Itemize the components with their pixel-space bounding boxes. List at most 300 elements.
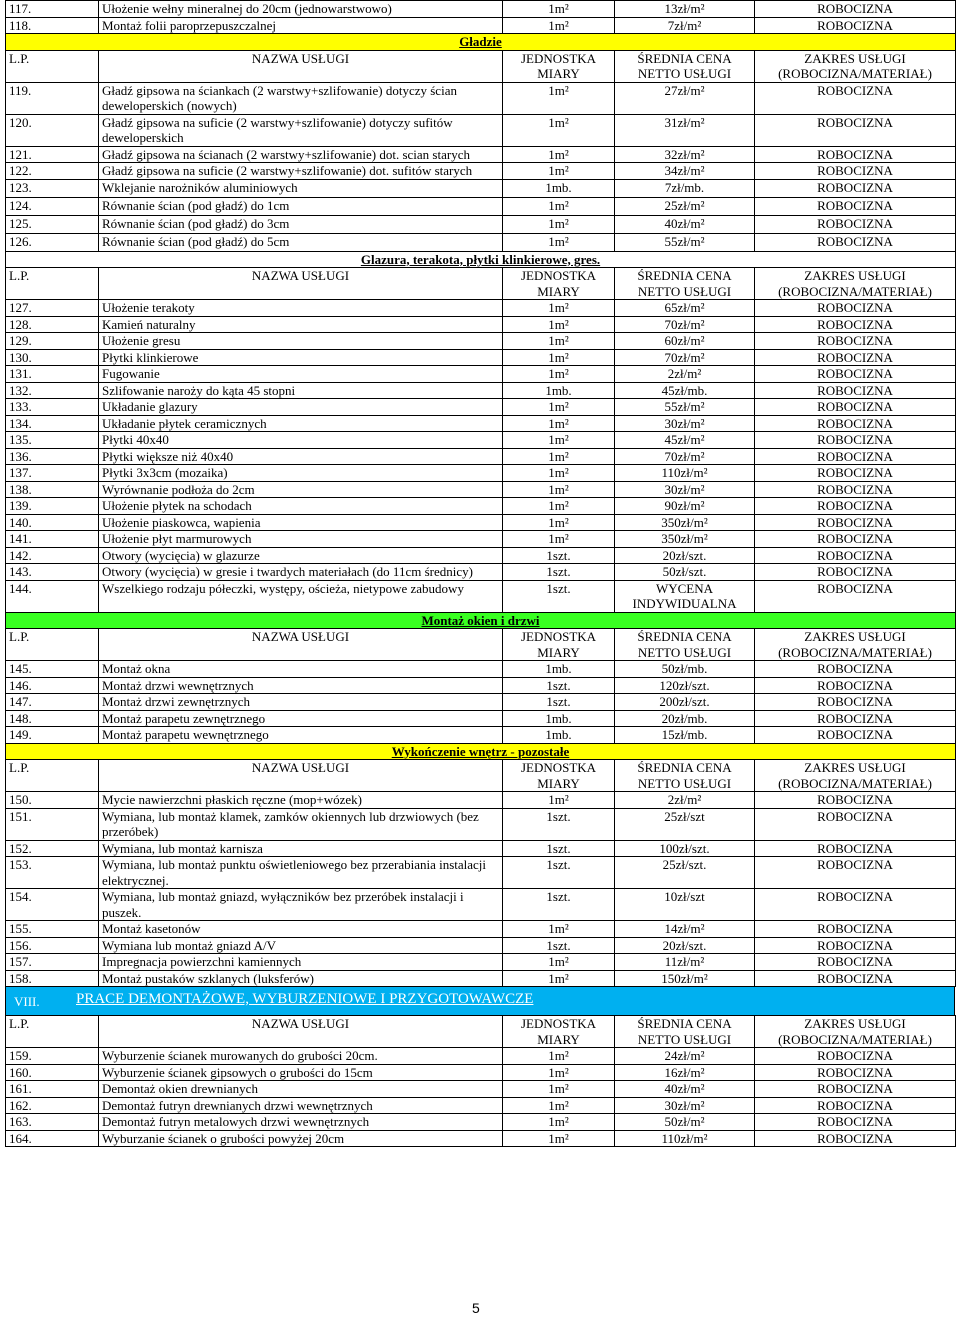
row-name: Otwory (wycięcia) w glazurze — [99, 547, 503, 564]
table-row — [6, 970, 956, 987]
section-title-demontaz[interactable]: PRACE DEMONTAŻOWE, WYBURZENIOWE I PRZYGOTOWAWCZE — [76, 991, 534, 1007]
row-name: Wymiana, lub montaż klamek, zamków okiennych lub drzwiowych (bez przeróbek) — [99, 808, 503, 840]
col-header-price: ŚREDNIA CENA NETTO USŁUGI — [615, 629, 755, 661]
row-price: 16zł/m² — [615, 1064, 755, 1081]
section-title-row — [6, 743, 956, 760]
row-price: 100zł/szt. — [615, 840, 755, 857]
row-unit: 1m² — [503, 197, 615, 215]
row-unit: 1m² — [503, 333, 615, 350]
row-name: Układanie płytek ceramicznych — [99, 415, 503, 432]
row-scope: ROBOCIZNA — [755, 840, 956, 857]
row-unit: 1m² — [503, 1097, 615, 1114]
row-name: Ułożenie piaskowca, wapienia — [99, 514, 503, 531]
column-header-row — [6, 50, 956, 82]
row-price: 7zł/m² — [615, 17, 755, 34]
row-lp: 125. — [6, 215, 99, 233]
row-lp: 146. — [6, 677, 99, 694]
table-row — [6, 114, 956, 146]
row-scope: ROBOCIZNA — [755, 349, 956, 366]
row-unit: 1mb. — [503, 727, 615, 744]
row-price: 31zł/m² — [615, 114, 755, 146]
col-header-name: NAZWA USŁUGI — [99, 629, 503, 661]
table-row — [6, 146, 956, 163]
row-price: 55zł/m² — [615, 233, 755, 251]
row-scope: ROBOCIZNA — [755, 1, 956, 18]
row-price: 350zł/m² — [615, 531, 755, 548]
row-name: Montaż drzwi wewnętrznych — [99, 677, 503, 694]
row-scope: ROBOCIZNA — [755, 1114, 956, 1131]
row-scope: ROBOCIZNA — [755, 792, 956, 809]
row-scope: ROBOCIZNA — [755, 547, 956, 564]
row-unit: 1m² — [503, 465, 615, 482]
table-row — [6, 415, 956, 432]
column-header-row — [6, 268, 956, 300]
row-unit: 1m² — [503, 921, 615, 938]
row-lp: 150. — [6, 792, 99, 809]
row-scope: ROBOCIZNA — [755, 514, 956, 531]
row-lp: 121. — [6, 146, 99, 163]
row-scope: ROBOCIZNA — [755, 857, 956, 889]
row-name: Płytki większe niż 40x40 — [99, 448, 503, 465]
table-row — [6, 432, 956, 449]
row-lp: 133. — [6, 399, 99, 416]
table-row — [6, 564, 956, 581]
table-row — [6, 1081, 956, 1098]
row-scope: ROBOCIZNA — [755, 710, 956, 727]
row-price: 120zł/szt. — [615, 677, 755, 694]
table-row — [6, 215, 956, 233]
col-header-scope: ZAKRES USŁUGI (ROBOCIZNA/MATERIAŁ) — [755, 629, 956, 661]
section-title-row — [6, 251, 956, 268]
row-price: 34zł/m² — [615, 163, 755, 180]
row-lp: 139. — [6, 498, 99, 515]
row-scope: ROBOCIZNA — [755, 366, 956, 383]
table-row — [6, 514, 956, 531]
col-header-unit: JEDNOSTKA MIARY — [503, 1016, 615, 1048]
row-lp: 160. — [6, 1064, 99, 1081]
row-unit: 1m² — [503, 531, 615, 548]
row-scope: ROBOCIZNA — [755, 1081, 956, 1098]
row-unit: 1m² — [503, 1114, 615, 1131]
table-row — [6, 661, 956, 678]
row-name: Montaż folii paroprzepuszczalnej — [99, 17, 503, 34]
table-row — [6, 17, 956, 34]
row-price: 70zł/m² — [615, 448, 755, 465]
table-row — [6, 547, 956, 564]
row-unit: 1m² — [503, 146, 615, 163]
table-row — [6, 921, 956, 938]
row-lp: 119. — [6, 82, 99, 114]
row-lp: 157. — [6, 954, 99, 971]
row-name: Wyrównanie podłoża do 2cm — [99, 481, 503, 498]
row-unit: 1m² — [503, 498, 615, 515]
row-name: Wklejanie narożników aluminiowych — [99, 179, 503, 197]
col-header-lp: L.P. — [6, 268, 99, 300]
table-row — [6, 727, 956, 744]
row-unit: 1m² — [503, 349, 615, 366]
row-unit: 1m² — [503, 300, 615, 317]
table-row — [6, 677, 956, 694]
row-name: Mycie nawierzchni płaskich ręczne (mop+wózek) — [99, 792, 503, 809]
row-price: 25zł/szt. — [615, 857, 755, 889]
row-lp: 120. — [6, 114, 99, 146]
row-price: WYCENA INDYWIDUALNA — [615, 580, 755, 612]
row-lp: 158. — [6, 970, 99, 987]
price-table-body — [6, 1, 956, 987]
row-scope: ROBOCIZNA — [755, 580, 956, 612]
row-lp: 143. — [6, 564, 99, 581]
col-header-unit: JEDNOSTKA MIARY — [503, 760, 615, 792]
table-row — [6, 1048, 956, 1065]
row-name: Demontaż futryn metalowych drzwi wewnętrznych — [99, 1114, 503, 1131]
row-lp: 141. — [6, 531, 99, 548]
row-name: Płytki klinkierowe — [99, 349, 503, 366]
page-number: 5 — [472, 1300, 480, 1316]
row-scope: ROBOCIZNA — [755, 531, 956, 548]
row-price: 20zł/szt. — [615, 547, 755, 564]
row-scope: ROBOCIZNA — [755, 727, 956, 744]
table-row — [6, 710, 956, 727]
row-name: Wszelkiego rodzaju półeczki, występy, ościeża, nietypowe zabudowy — [99, 580, 503, 612]
row-price: 45zł/mb. — [615, 382, 755, 399]
row-scope: ROBOCIZNA — [755, 481, 956, 498]
row-name: Płytki 40x40 — [99, 432, 503, 449]
col-header-lp: L.P. — [6, 760, 99, 792]
row-scope: ROBOCIZNA — [755, 316, 956, 333]
row-unit: 1m² — [503, 970, 615, 987]
row-unit: 1m² — [503, 1048, 615, 1065]
row-scope: ROBOCIZNA — [755, 1097, 956, 1114]
row-name: Gładź gipsowa na suficie (2 warstwy+szlifowanie) dot. sufitów starych — [99, 163, 503, 180]
row-lp: 159. — [6, 1048, 99, 1065]
row-name: Montaż parapetu wewnętrznego — [99, 727, 503, 744]
row-unit: 1szt. — [503, 808, 615, 840]
row-name: Impregnacja powierzchni kamiennych — [99, 954, 503, 971]
row-lp: 118. — [6, 17, 99, 34]
row-unit: 1m² — [503, 514, 615, 531]
row-scope: ROBOCIZNA — [755, 114, 956, 146]
row-unit: 1mb. — [503, 382, 615, 399]
row-price: 70zł/m² — [615, 349, 755, 366]
row-scope: ROBOCIZNA — [755, 694, 956, 711]
row-lp: 154. — [6, 889, 99, 921]
table-row — [6, 333, 956, 350]
row-unit: 1m² — [503, 1, 615, 18]
row-scope: ROBOCIZNA — [755, 661, 956, 678]
row-scope: ROBOCIZNA — [755, 954, 956, 971]
row-scope: ROBOCIZNA — [755, 498, 956, 515]
row-name: Demontaż futryn drewnianych drzwi wewnętrznych — [99, 1097, 503, 1114]
row-scope: ROBOCIZNA — [755, 448, 956, 465]
col-header-price: ŚREDNIA CENA NETTO USŁUGI — [615, 1016, 755, 1048]
section-title-okna: Montaż okien i drzwi — [421, 612, 540, 628]
row-lp: 147. — [6, 694, 99, 711]
row-scope: ROBOCIZNA — [755, 1064, 956, 1081]
row-unit: 1szt. — [503, 564, 615, 581]
row-price: 32zł/m² — [615, 146, 755, 163]
row-name: Gładź gipsowa na ściankach (2 warstwy+szlifowanie) dotyczy ścian deweloperskich (nowych) — [99, 82, 503, 114]
row-price: 350zł/m² — [615, 514, 755, 531]
row-price: 110zł/m² — [615, 1130, 755, 1147]
row-name: Wymiana, lub montaż punktu oświetleniowego bez przerabiania instalacji elektrycznej. — [99, 857, 503, 889]
table-row — [6, 349, 956, 366]
row-name: Montaż okna — [99, 661, 503, 678]
row-price: 15zł/mb. — [615, 727, 755, 744]
row-unit: 1szt. — [503, 937, 615, 954]
row-unit: 1mb. — [503, 710, 615, 727]
row-lp: 136. — [6, 448, 99, 465]
row-scope: ROBOCIZNA — [755, 415, 956, 432]
col-header-unit: JEDNOSTKA MIARY — [503, 268, 615, 300]
col-header-lp: L.P. — [6, 629, 99, 661]
row-lp: 135. — [6, 432, 99, 449]
row-scope: ROBOCIZNA — [755, 382, 956, 399]
row-lp: 144. — [6, 580, 99, 612]
table-row — [6, 937, 956, 954]
row-unit: 1szt. — [503, 547, 615, 564]
section-title-wykonczenie: Wykończenie wnętrz - pozostałe — [391, 743, 570, 759]
section-title-row — [6, 34, 956, 51]
row-price: 30zł/m² — [615, 415, 755, 432]
row-lp: 162. — [6, 1097, 99, 1114]
row-unit: 1m² — [503, 448, 615, 465]
row-name: Montaż drzwi zewnętrznych — [99, 694, 503, 711]
row-unit: 1m² — [503, 163, 615, 180]
row-price: 13zł/m² — [615, 1, 755, 18]
row-scope: ROBOCIZNA — [755, 465, 956, 482]
row-scope: ROBOCIZNA — [755, 808, 956, 840]
price-list-document — [5, 0, 955, 1147]
table-row — [6, 448, 956, 465]
row-price: 55zł/m² — [615, 399, 755, 416]
row-price: 45zł/m² — [615, 432, 755, 449]
row-lp: 149. — [6, 727, 99, 744]
row-scope: ROBOCIZNA — [755, 233, 956, 251]
row-name: Równanie ścian (pod gładź) do 5cm — [99, 233, 503, 251]
row-price: 20zł/mb. — [615, 710, 755, 727]
row-price: 24zł/m² — [615, 1048, 755, 1065]
row-scope: ROBOCIZNA — [755, 215, 956, 233]
row-scope: ROBOCIZNA — [755, 399, 956, 416]
row-unit: 1szt. — [503, 840, 615, 857]
table-row — [6, 1064, 956, 1081]
row-name: Ułożenie terakoty — [99, 300, 503, 317]
section-banner-demontaz — [5, 987, 955, 1015]
row-lp: 142. — [6, 547, 99, 564]
table-row — [6, 954, 956, 971]
section-title-cell — [6, 612, 956, 629]
price-table-demontaz — [5, 1015, 956, 1147]
table-row — [6, 580, 956, 612]
row-name: Ułożenie gresu — [99, 333, 503, 350]
row-name: Montaż parapetu zewnętrznego — [99, 710, 503, 727]
table-row — [6, 163, 956, 180]
row-lp: 129. — [6, 333, 99, 350]
row-name: Gładź gipsowa na suficie (2 warstwy+szlifowanie) dotyczy sufitów deweloperskich — [99, 114, 503, 146]
table-row — [6, 857, 956, 889]
row-scope: ROBOCIZNA — [755, 677, 956, 694]
row-price: 65zł/m² — [615, 300, 755, 317]
row-price: 10zł/szt — [615, 889, 755, 921]
table-row — [6, 233, 956, 251]
row-unit: 1mb. — [503, 661, 615, 678]
col-header-scope: ZAKRES USŁUGI (ROBOCIZNA/MATERIAŁ) — [755, 1016, 956, 1048]
row-unit: 1m² — [503, 82, 615, 114]
row-name: Równanie ścian (pod gładź) do 1cm — [99, 197, 503, 215]
row-price: 50zł/mb. — [615, 661, 755, 678]
row-lp: 151. — [6, 808, 99, 840]
section-title-cell — [6, 743, 956, 760]
row-unit: 1szt. — [503, 694, 615, 711]
column-header-row — [6, 629, 956, 661]
col-header-name: NAZWA USŁUGI — [99, 268, 503, 300]
row-lp: 130. — [6, 349, 99, 366]
table-row — [6, 694, 956, 711]
row-lp: 145. — [6, 661, 99, 678]
col-header-scope: ZAKRES USŁUGI (ROBOCIZNA/MATERIAŁ) — [755, 50, 956, 82]
col-header-unit: JEDNOSTKA MIARY — [503, 50, 615, 82]
row-name: Gładź gipsowa na ścianach (2 warstwy+szlifowanie) dot. scian starych — [99, 146, 503, 163]
table-row — [6, 82, 956, 114]
row-lp: 137. — [6, 465, 99, 482]
table-row — [6, 889, 956, 921]
table-row — [6, 1097, 956, 1114]
row-unit: 1m² — [503, 415, 615, 432]
table-row — [6, 382, 956, 399]
row-name: Wymiana, lub montaż karnisza — [99, 840, 503, 857]
row-lp: 123. — [6, 179, 99, 197]
row-lp: 152. — [6, 840, 99, 857]
row-lp: 117. — [6, 1, 99, 18]
row-scope: ROBOCIZNA — [755, 197, 956, 215]
col-header-scope: ZAKRES USŁUGI (ROBOCIZNA/MATERIAŁ) — [755, 760, 956, 792]
row-price: 2zł/m² — [615, 792, 755, 809]
row-unit: 1szt. — [503, 580, 615, 612]
row-name: Kamień naturalny — [99, 316, 503, 333]
table-row — [6, 498, 956, 515]
col-header-name: NAZWA USŁUGI — [99, 50, 503, 82]
row-scope: ROBOCIZNA — [755, 970, 956, 987]
row-unit: 1m² — [503, 316, 615, 333]
column-header-row — [6, 1016, 956, 1048]
table-row — [6, 179, 956, 197]
column-header-row — [6, 760, 956, 792]
row-unit: 1m² — [503, 399, 615, 416]
row-lp: 148. — [6, 710, 99, 727]
section-title-row — [6, 612, 956, 629]
row-unit: 1m² — [503, 792, 615, 809]
row-name: Ułożenie wełny mineralnej do 20cm (jednowarstwowo) — [99, 1, 503, 18]
row-scope: ROBOCIZNA — [755, 82, 956, 114]
table-row — [6, 197, 956, 215]
row-price: 30zł/m² — [615, 1097, 755, 1114]
row-name: Wyburzenie ścianek murowanych do grubości 20cm. — [99, 1048, 503, 1065]
row-scope: ROBOCIZNA — [755, 17, 956, 34]
row-lp: 122. — [6, 163, 99, 180]
row-name: Ułożenie płytek na schodach — [99, 498, 503, 515]
row-lp: 126. — [6, 233, 99, 251]
row-lp: 156. — [6, 937, 99, 954]
table-row — [6, 399, 956, 416]
row-name: Montaż kasetonów — [99, 921, 503, 938]
row-name: Montaż pustaków szklanych (luksferów) — [99, 970, 503, 987]
section-number: VIII. — [14, 994, 40, 1009]
row-scope: ROBOCIZNA — [755, 432, 956, 449]
row-price: 30zł/m² — [615, 481, 755, 498]
row-scope: ROBOCIZNA — [755, 937, 956, 954]
table-row — [6, 465, 956, 482]
row-lp: 124. — [6, 197, 99, 215]
row-scope: ROBOCIZNA — [755, 564, 956, 581]
row-name: Płytki 3x3cm (mozaika) — [99, 465, 503, 482]
row-name: Otwory (wycięcia) w gresie i twardych materiałach (do 11cm średnicy) — [99, 564, 503, 581]
row-lp: 164. — [6, 1130, 99, 1147]
row-name: Wyburzanie ścianek o grubości powyżej 20cm — [99, 1130, 503, 1147]
row-unit: 1m² — [503, 215, 615, 233]
row-unit: 1m² — [503, 114, 615, 146]
row-name: Układanie glazury — [99, 399, 503, 416]
row-lp: 128. — [6, 316, 99, 333]
row-lp: 127. — [6, 300, 99, 317]
row-name: Fugowanie — [99, 366, 503, 383]
row-price: 70zł/m² — [615, 316, 755, 333]
row-unit: 1m² — [503, 954, 615, 971]
row-unit: 1m² — [503, 17, 615, 34]
table-row — [6, 531, 956, 548]
row-lp: 131. — [6, 366, 99, 383]
row-lp: 132. — [6, 382, 99, 399]
row-name: Równanie ścian (pod gładź) do 3cm — [99, 215, 503, 233]
col-header-lp: L.P. — [6, 1016, 99, 1048]
row-lp: 140. — [6, 514, 99, 531]
row-name: Demontaż okien drewnianych — [99, 1081, 503, 1098]
row-unit: 1szt. — [503, 857, 615, 889]
table-row — [6, 316, 956, 333]
table-row — [6, 792, 956, 809]
row-lp: 155. — [6, 921, 99, 938]
row-name: Ułożenie płyt marmurowych — [99, 531, 503, 548]
row-scope: ROBOCIZNA — [755, 333, 956, 350]
row-unit: 1mb. — [503, 179, 615, 197]
section-title-gladzie: Gładzie — [459, 34, 502, 49]
row-price: 40zł/m² — [615, 1081, 755, 1098]
section-title-cell — [6, 34, 956, 51]
row-price: 200zł/szt. — [615, 694, 755, 711]
row-price: 50zł/szt. — [615, 564, 755, 581]
table-row — [6, 1, 956, 18]
table-row — [6, 1114, 956, 1131]
col-header-name: NAZWA USŁUGI — [99, 760, 503, 792]
row-price: 150zł/m² — [615, 970, 755, 987]
row-unit: 1m² — [503, 233, 615, 251]
row-price: 60zł/m² — [615, 333, 755, 350]
table-row — [6, 840, 956, 857]
col-header-name: NAZWA USŁUGI — [99, 1016, 503, 1048]
row-scope: ROBOCIZNA — [755, 1048, 956, 1065]
row-price: 40zł/m² — [615, 215, 755, 233]
row-unit: 1m² — [503, 366, 615, 383]
col-header-price: ŚREDNIA CENA NETTO USŁUGI — [615, 268, 755, 300]
row-unit: 1m² — [503, 432, 615, 449]
row-price: 14zł/m² — [615, 921, 755, 938]
row-lp: 134. — [6, 415, 99, 432]
row-price: 50zł/m² — [615, 1114, 755, 1131]
row-unit: 1szt. — [503, 889, 615, 921]
table-row — [6, 1130, 956, 1147]
row-price: 110zł/m² — [615, 465, 755, 482]
table-row — [6, 300, 956, 317]
row-unit: 1m² — [503, 1130, 615, 1147]
